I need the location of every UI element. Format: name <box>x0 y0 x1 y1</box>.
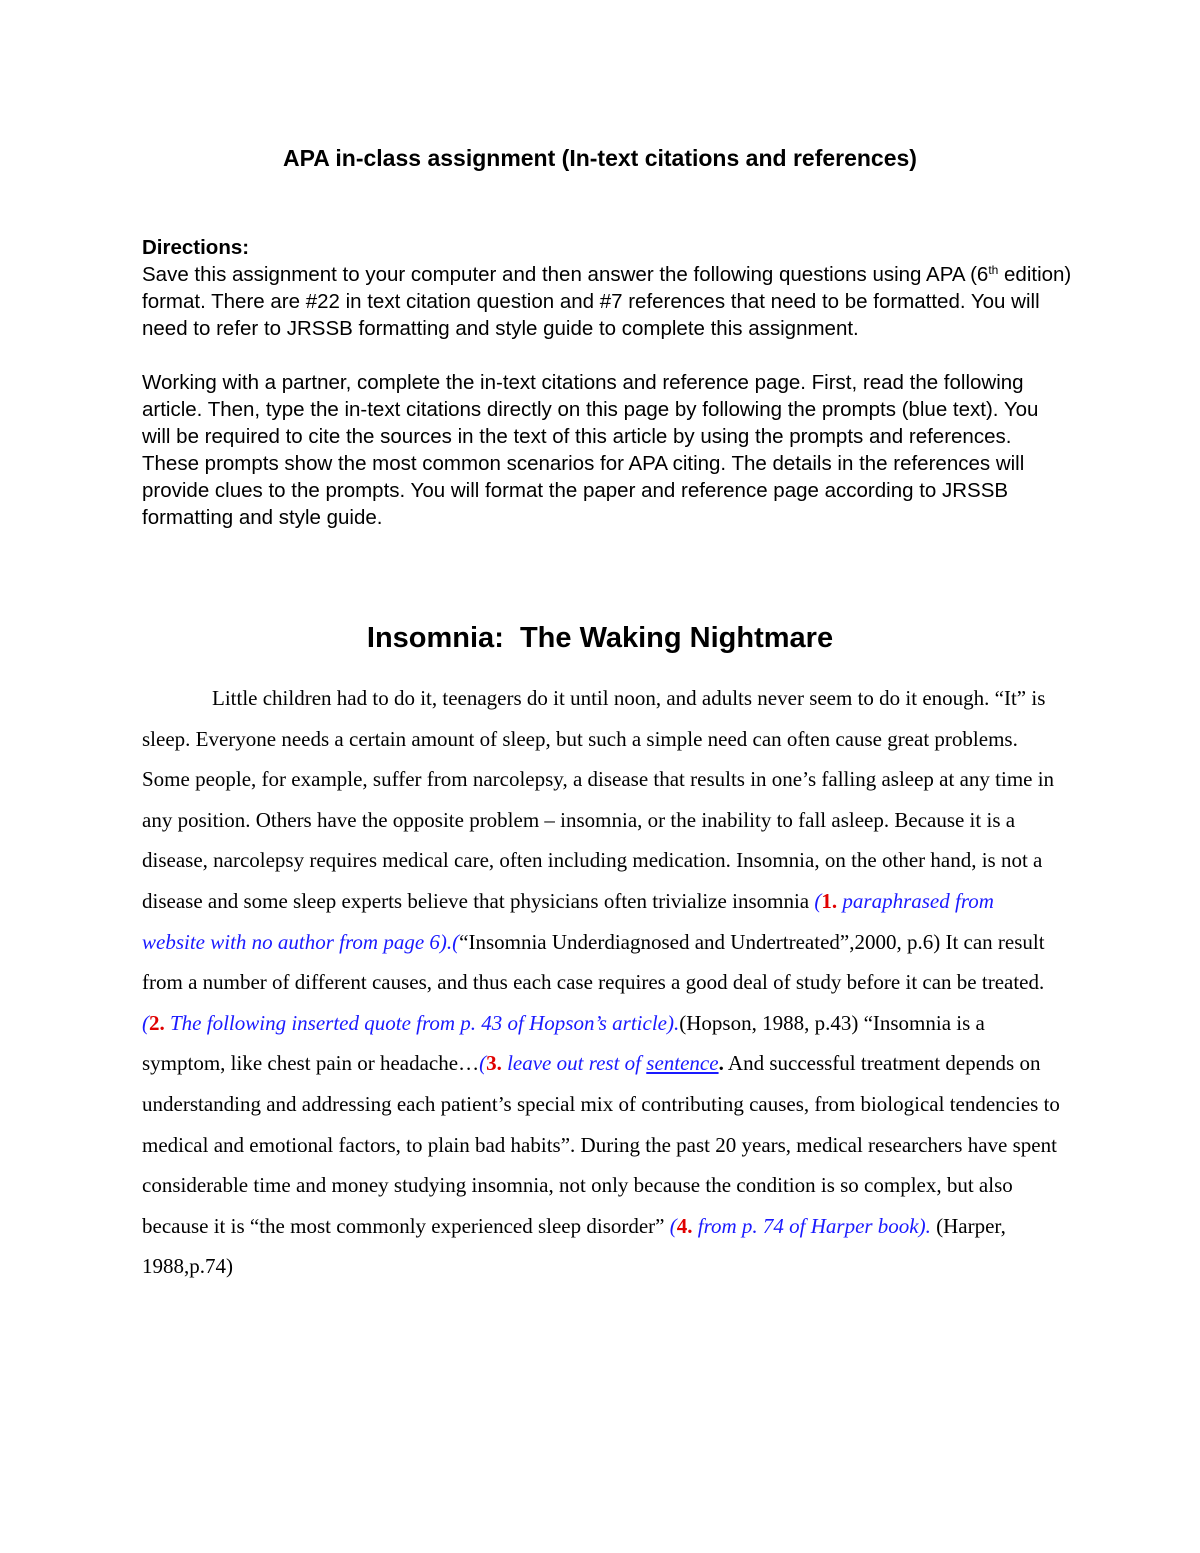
essay-text-4: And successful treatment depends on understanding and addressing each patient’s special mix of contributing causes, from biological tendencies to medical and emotional factors, to plain bad habits”. During the past 20 years, medical researchers have spent considerable time and money studying insomnia, not only because the condition is so complex, but also because it is “the most commonly experienced sleep disorder” <box>142 1051 1060 1238</box>
document-title: APA in-class assignment (In-text citations and references) <box>283 145 917 171</box>
essay-text-1: Little children had to do it, teenagers do it until noon, and adults never seem to do it enough. “It” is sleep. Everyone needs a certain amount of sleep, but such a simple need can often cause great problems. Some people, for example, suffer from narcolepsy, a disease that results in one’s falling asleep at any time in any position. Others have the opposite problem – insomnia, or the inability to fall asleep. Because it is a disease, narcolepsy requires medical care, often including medication. Insomnia, on the other hand, is not a disease and some sleep experts believe that physicians often trivialize insomnia <box>142 686 1055 913</box>
prompt-1-text: paraphrased from website with no author from page 6).( <box>142 888 994 954</box>
essay-title: Insomnia: The Waking Nightmare <box>366 622 834 654</box>
prompt-3-open: ( <box>479 1051 487 1076</box>
prompt-4 <box>670 1214 931 1238</box>
prompt-2-open: ( <box>142 1010 149 1035</box>
prompt-4-open: ( <box>669 1213 677 1238</box>
prompt-4-number: 4. <box>676 1213 693 1238</box>
prompt-3-text: leave out rest of <box>501 1051 647 1076</box>
directions-p1-text-a: Save this assignment to your computer and then answer the following questions using APA (6 <box>142 263 989 286</box>
essay-body <box>142 678 1062 1287</box>
prompt-1-number: 1. <box>821 888 838 913</box>
prompt-2-number: 2. <box>149 1010 165 1035</box>
prompt-1-open: ( <box>814 888 822 913</box>
prompt-3 <box>479 1051 718 1075</box>
essay-text-3: (Hopson, 1988, p.43) “Insomnia is a symptom, like chest pain or headache… <box>142 1010 985 1076</box>
prompt-2-text: The following inserted quote from p. 43 of Hopson’s article). <box>164 1010 680 1035</box>
essay-text-5: (Harper, 1988,p.74) <box>142 1213 1006 1279</box>
essay-text-2: “Insomnia Underdiagnosed and Undertreated”,2000, p.6) It can result from a number of different causes, and thus each case requires a good deal of study before it can be treated. <box>142 929 1045 995</box>
directions-paragraph-2: Working with a partner, complete the in-text citations and reference page. First, read the following article. Then, type the in-text citations directly on this page by following the prompts (blue text). You will be required to cite the sources in the text of this article by using the prompts and references. These prompts show the most common scenarios for APA citing. The details in the references will provide clues to the prompts. You will format the paper and reference page according to JRSSB formatting and style guide. <box>142 371 1039 529</box>
prompt-4-text: from p. 74 of Harper book). <box>692 1213 931 1238</box>
prompt-3-end: . <box>718 1051 724 1076</box>
directions-paragraph-1 <box>142 261 1072 342</box>
prompt-3-number: 3. <box>486 1051 502 1076</box>
prompt-2 <box>142 1011 679 1035</box>
directions-heading: Directions: <box>142 236 250 259</box>
directions-section <box>142 234 1072 531</box>
ordinal-superscript: th <box>988 263 999 277</box>
prompt-3-underlined-word: sentence <box>646 1051 719 1076</box>
directions-p1-text-b: edition) format. There are #22 in text citation question and #7 references that need to be formatted. You will need to refer to JRSSB formatting and style guide to complete this assignment. <box>142 263 1072 340</box>
